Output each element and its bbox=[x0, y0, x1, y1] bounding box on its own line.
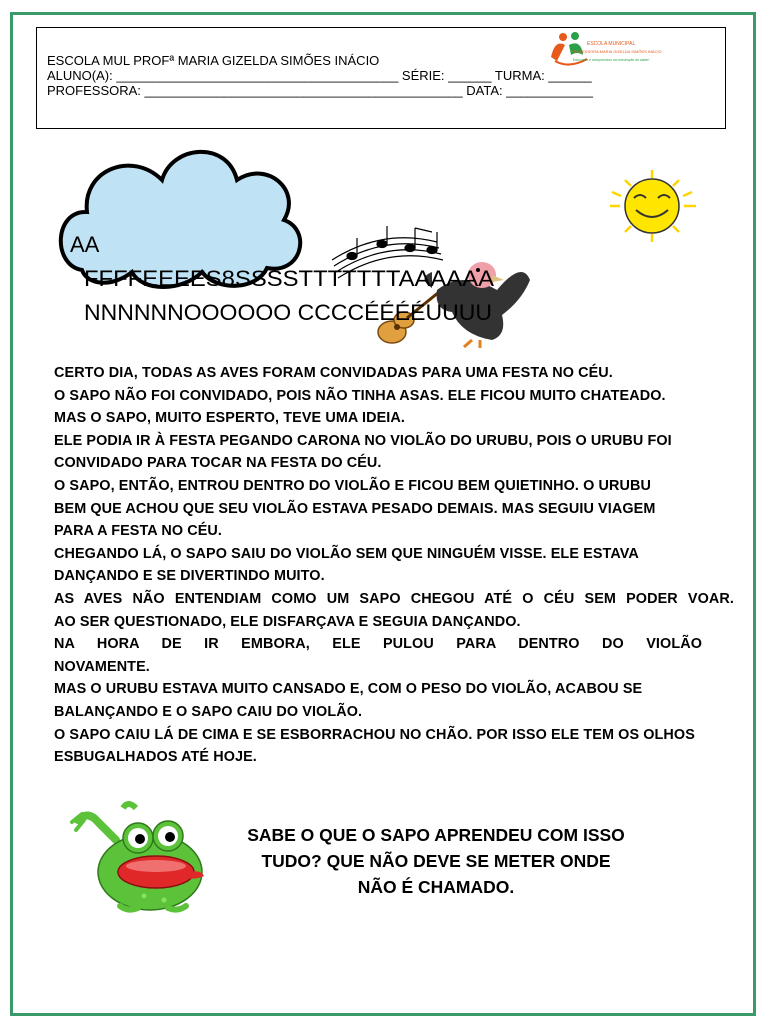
story-line: O SAPO CAIU LÁ DE CIMA E SE ESBORRACHOU NO CHÃO. POR ISSO ELE TEM OS OLHOS bbox=[54, 726, 695, 743]
story-line: AS AVES NÃO ENTENDIAM COMO UM SAPO CHEGOU ATÉ O CÉU SEM PODER VOAR. bbox=[54, 590, 734, 607]
moral-line: SABE O QUE O SAPO APRENDEU COM ISSO bbox=[247, 825, 625, 845]
moral-line: TUDO? QUE NÃO DEVE SE METER ONDE bbox=[261, 851, 611, 871]
header-box bbox=[36, 27, 726, 129]
story-line: CONVIDADO PARA TOCAR NA FESTA DO CÉU. bbox=[54, 455, 382, 472]
story-text bbox=[54, 362, 744, 769]
title-illustration bbox=[52, 140, 552, 350]
moral-line: NÃO É CHAMADO. bbox=[357, 877, 515, 897]
story-line: CERTO DIA, TODAS AS AVES FORAM CONVIDADAS PARA UMA FESTA NO CÉU. bbox=[54, 365, 613, 381]
story-line: DANÇANDO E SE DIVERTINDO MUITO. bbox=[54, 568, 325, 585]
frog-icon bbox=[68, 800, 208, 915]
story-line: BALANÇANDO E O SAPO CAIU DO VIOLÃO. bbox=[54, 703, 363, 720]
story-line: AO SER QUESTIONADO, ELE DISFARÇAVA E SEGUIA DANÇANDO. bbox=[54, 613, 521, 630]
logo-text-3: Educação e compromisso na construção do saber! bbox=[573, 58, 650, 62]
sun-icon bbox=[600, 168, 704, 244]
logo-text-2: PROFESSORA MARIA GIZELDA SIMÕES INÁCIO bbox=[571, 49, 662, 54]
story-line: NA HORA DE IR EMBORA, ELE PULOU PARA DENTRO DO VIOLÃO bbox=[54, 636, 702, 653]
title-line-3: NNNNNNOOOOOO CCCCÉÉÉÉUUUU bbox=[84, 300, 492, 325]
school-logo bbox=[543, 31, 662, 73]
teacher-line: PROFESSORA: ____________________________________________ DATA: ____________ bbox=[47, 83, 593, 98]
story-line: O SAPO NÃO FOI CONVIDADO, POIS NÃO TINHA ASAS. ELE FICOU MUITO CHATEADO. bbox=[54, 387, 666, 404]
story-line: O SAPO, ENTÃO, ENTROU DENTRO DO VIOLÃO E FICOU BEM QUIETINHO. O URUBU bbox=[54, 477, 651, 494]
story-line: ELE PODIA IR À FESTA PEGANDO CARONA NO VIOLÃO DO URUBU, POIS O URUBU FOI bbox=[54, 432, 672, 449]
story-line: ESBUGALHADOS ATÉ HOJE. bbox=[54, 749, 257, 766]
story-line: MAS O URUBU ESTAVA MUITO CANSADO E, COM O PESO DO VIOLÃO, ACABOU SE bbox=[54, 681, 643, 698]
moral-text bbox=[212, 822, 660, 900]
story-line: PARA A FESTA NO CÉU. bbox=[54, 523, 223, 540]
logo-text-1: ESCOLA MUNICIPAL bbox=[587, 41, 636, 47]
title-line-2: FFFFEEEES8SSSSTTTTTTTAAAAAA bbox=[84, 266, 495, 291]
title-line-1: AA bbox=[70, 232, 100, 257]
student-line: ALUNO(A): _______________________________________ SÉRIE: ______ TURMA: ______ bbox=[47, 68, 592, 83]
story-line: NOVAMENTE. bbox=[54, 658, 150, 675]
story-line: BEM QUE ACHOU QUE SEU VIOLÃO ESTAVA PESADO DEMAIS. MAS SEGUIU VIAGEM bbox=[54, 500, 656, 517]
story-line: MAS O SAPO, MUITO ESPERTO, TEVE UMA IDEIA. bbox=[54, 410, 405, 427]
story-line: CHEGANDO LÁ, O SAPO SAIU DO VIOLÃO SEM QUE NINGUÉM VISSE. ELE ESTAVA bbox=[54, 545, 639, 562]
school-name: ESCOLA MUL PROFª MARIA GIZELDA SIMÕES INÁCIO bbox=[47, 53, 380, 68]
